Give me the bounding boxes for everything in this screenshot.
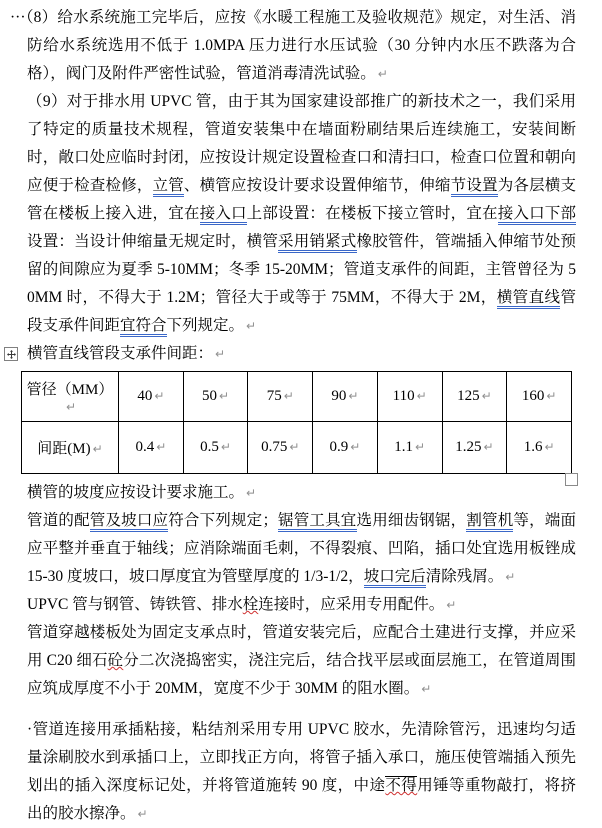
text-run: 横管直线管段支承件间距： xyxy=(27,345,214,362)
cell-end-mark: ↵ xyxy=(289,440,300,454)
text-run: 管及坡口应 xyxy=(90,512,168,532)
cell-value: 50 xyxy=(202,388,218,404)
table-cell[interactable] xyxy=(442,422,507,474)
paragraph-mark: ↵ xyxy=(377,67,388,81)
cell-value: 间距(M) xyxy=(37,441,91,457)
cell-value: 0.9 xyxy=(329,439,349,455)
cell-value: 40 xyxy=(137,388,153,404)
cell-end-mark: ↵ xyxy=(416,389,427,403)
text-run: 立管 xyxy=(153,177,184,197)
table-cell[interactable] xyxy=(248,422,313,474)
table-cell[interactable] xyxy=(313,422,378,474)
text-run: ···（8）给水系统施工完毕后，应按《水暖工程施工及验收规范》规定，对生活、消防给水系统选用不低于 1.0MPA 压力进行水压试验（30 分钟内水压不跌落为合格），阀门及附件严密性试验，管道消毒清洗试验。 xyxy=(10,9,576,82)
text-run: 连接时，应采用专用配件。 xyxy=(258,596,445,613)
cell-end-mark: ↵ xyxy=(348,389,359,403)
text-run: 选用细齿钢锯， xyxy=(356,512,467,529)
paragraph[interactable] xyxy=(27,479,576,507)
text-run: （9）对于排水用 UPVC 管，由于其为国家建设部推广的新技术之一，我们采用了特定的质量技术规程，管道安装集中在墙面粉刷结果后连续施工，安装间断时，敞口处应临时封闭，应按设计规定设置检查口和清扫口，检查口位置和朝向应便于检查检修， xyxy=(27,93,576,194)
cell-end-mark: ↵ xyxy=(481,389,492,403)
cell-end-mark: ↵ xyxy=(483,440,494,454)
text-run: 管道穿越楼板处为固定支承点时，管道安装完后，应配合土建进行支撑，并应采用 C20 细石 xyxy=(27,624,576,669)
cell-end-mark: ↵ xyxy=(65,399,77,414)
cell-end-mark: ↵ xyxy=(220,440,231,454)
text-run: 不得 xyxy=(385,777,418,794)
text-run: 宜符合 xyxy=(120,317,167,337)
text-run: 栓 xyxy=(242,596,259,613)
text-run: 上部设置：在楼板下接立管时，宜在 xyxy=(246,205,498,222)
cell-value: 125 xyxy=(457,388,480,404)
paragraph-mark: ↵ xyxy=(421,682,432,696)
text-run: 砼 xyxy=(107,652,124,669)
text-run: 等，端面应平整并垂直于轴线；应消除端面毛刺，不得裂痕、凹陷，插口处宜选用板锉成 15-30 度坡口，坡口厚度宜为管壁厚度的 1/3-1/2， xyxy=(27,512,576,585)
table-cell[interactable] xyxy=(507,372,572,422)
text-run: 锯管工具宜 xyxy=(278,512,357,532)
cell-value: 0.5 xyxy=(200,439,219,455)
table-cell[interactable] xyxy=(119,372,184,422)
cell-value: 1.6 xyxy=(523,439,543,455)
text-run: 用锤等重物敲打，将挤出的胶水擦净。 xyxy=(27,777,576,822)
table-header-cell[interactable] xyxy=(22,422,119,474)
cell-end-mark: ↵ xyxy=(219,389,230,403)
paragraph-mark: ↵ xyxy=(505,570,516,584)
text-run: 节设置 xyxy=(451,177,498,197)
text-run: 横管的坡度应按设计要求施工。 xyxy=(27,484,245,501)
move-cross-icon xyxy=(7,350,16,359)
text-run: 割管机 xyxy=(466,512,513,532)
cell-end-mark: ↵ xyxy=(415,440,426,454)
cell-end-mark: ↵ xyxy=(156,440,167,454)
cell-value: 160 xyxy=(521,388,545,404)
table-cell[interactable] xyxy=(183,372,248,422)
table-resize-handle resize-square-icon[interactable] xyxy=(565,473,578,486)
table-caption-text xyxy=(27,345,225,362)
text-run: 横管直线 xyxy=(497,289,561,309)
text-run: 坡口完后 xyxy=(364,568,426,588)
paragraph-mark: ↵ xyxy=(137,807,148,821)
paragraph[interactable] xyxy=(27,619,576,703)
cell-end-mark: ↵ xyxy=(350,440,361,454)
text-run: 清除残屑。 xyxy=(425,568,504,585)
table-cell[interactable] xyxy=(183,422,248,474)
table-row xyxy=(22,372,572,422)
cell-value: 管径（MM） xyxy=(26,381,114,398)
table-cell[interactable] xyxy=(119,422,184,474)
paragraph-mark: ↵ xyxy=(215,347,226,361)
paragraph[interactable] xyxy=(27,88,576,340)
table-move-handle[interactable] xyxy=(4,347,18,361)
text-run: 接入口 xyxy=(200,205,247,225)
cell-value: 110 xyxy=(392,388,415,404)
cell-end-mark: ↵ xyxy=(154,389,165,403)
text-run: 接入口下部 xyxy=(498,205,576,225)
table-cell[interactable] xyxy=(248,372,313,422)
text-run: 设置：当设计伸缩量无规定时，横管 xyxy=(27,233,279,250)
text-run: 橡胶管件，管端插入伸缩节处预留的间隙应为夏季 5-10MM；冬季 15-20MM；管道支承件的间距，主管曾径为 50MM 时，不得大于 1.2M；管径大于或等于 75MM，不得大于 2M， xyxy=(27,233,576,306)
text-run: 管道的配 xyxy=(27,512,90,529)
text-run: 为各层横支管在楼板上接入进，宜在 xyxy=(27,177,576,222)
cell-value: 1.25 xyxy=(455,439,482,455)
text-run: 符合下列规定； xyxy=(168,512,278,529)
cell-value: 90 xyxy=(331,388,347,404)
text-run: 下列规定。 xyxy=(166,317,245,334)
spacing-table xyxy=(21,371,572,474)
paragraph-mark: ↵ xyxy=(446,598,457,612)
table-caption[interactable] xyxy=(27,340,576,368)
text-run: UPVC 管与钢管、铸铁管、排水 xyxy=(27,596,243,613)
cell-value: 1.1 xyxy=(394,439,413,455)
text-run: 采用销紧式 xyxy=(278,233,356,253)
paragraph[interactable] xyxy=(27,591,576,619)
text-run: 管段支承件间距 xyxy=(27,289,576,334)
paragraph-mark: ↵ xyxy=(246,486,257,500)
paragraph[interactable] xyxy=(10,4,576,88)
table-row xyxy=(22,422,572,474)
table-header-cell[interactable] xyxy=(22,372,119,422)
table-cell[interactable] xyxy=(442,372,507,422)
table-cell[interactable] xyxy=(377,422,442,474)
text-run: 、横管应按设计要求设置伸缩节，伸缩 xyxy=(183,177,451,194)
text-run: 分二次浇捣密实，浇注完后，结合找平层或面层施工，在管道周围应筑成厚度不小于 20MM，宽度不少于 30MM 的阻水圈。 xyxy=(27,652,576,697)
table-cell[interactable] xyxy=(313,372,378,422)
paragraphs-after-table xyxy=(27,479,576,828)
table-cell[interactable] xyxy=(507,422,572,474)
cell-end-mark: ↵ xyxy=(546,389,557,403)
cell-end-mark: ↵ xyxy=(283,389,294,403)
table-wrap xyxy=(27,371,576,474)
cell-value: 75 xyxy=(266,388,282,404)
paragraph[interactable] xyxy=(27,716,576,828)
text-run: ·管道连接用承插粘接，粘结剂采用专用 UPVC 胶水，先清除管污，迅速均匀适量涂刷胶水到承插口上，立即找正方向，将管子插入承口，施压使管端插入预先划出的插入深度标记处，并将管道施转 90 度，中途 xyxy=(27,721,576,794)
table-cell[interactable] xyxy=(377,372,442,422)
paragraphs-before-table xyxy=(10,4,576,340)
cell-value: 0.4 xyxy=(135,439,155,455)
cell-end-mark: ↵ xyxy=(544,440,555,454)
cell-value: 0.75 xyxy=(261,439,288,455)
cell-end-mark: ↵ xyxy=(92,442,103,456)
paragraph-mark: ↵ xyxy=(246,319,257,333)
paragraph[interactable] xyxy=(27,507,576,591)
